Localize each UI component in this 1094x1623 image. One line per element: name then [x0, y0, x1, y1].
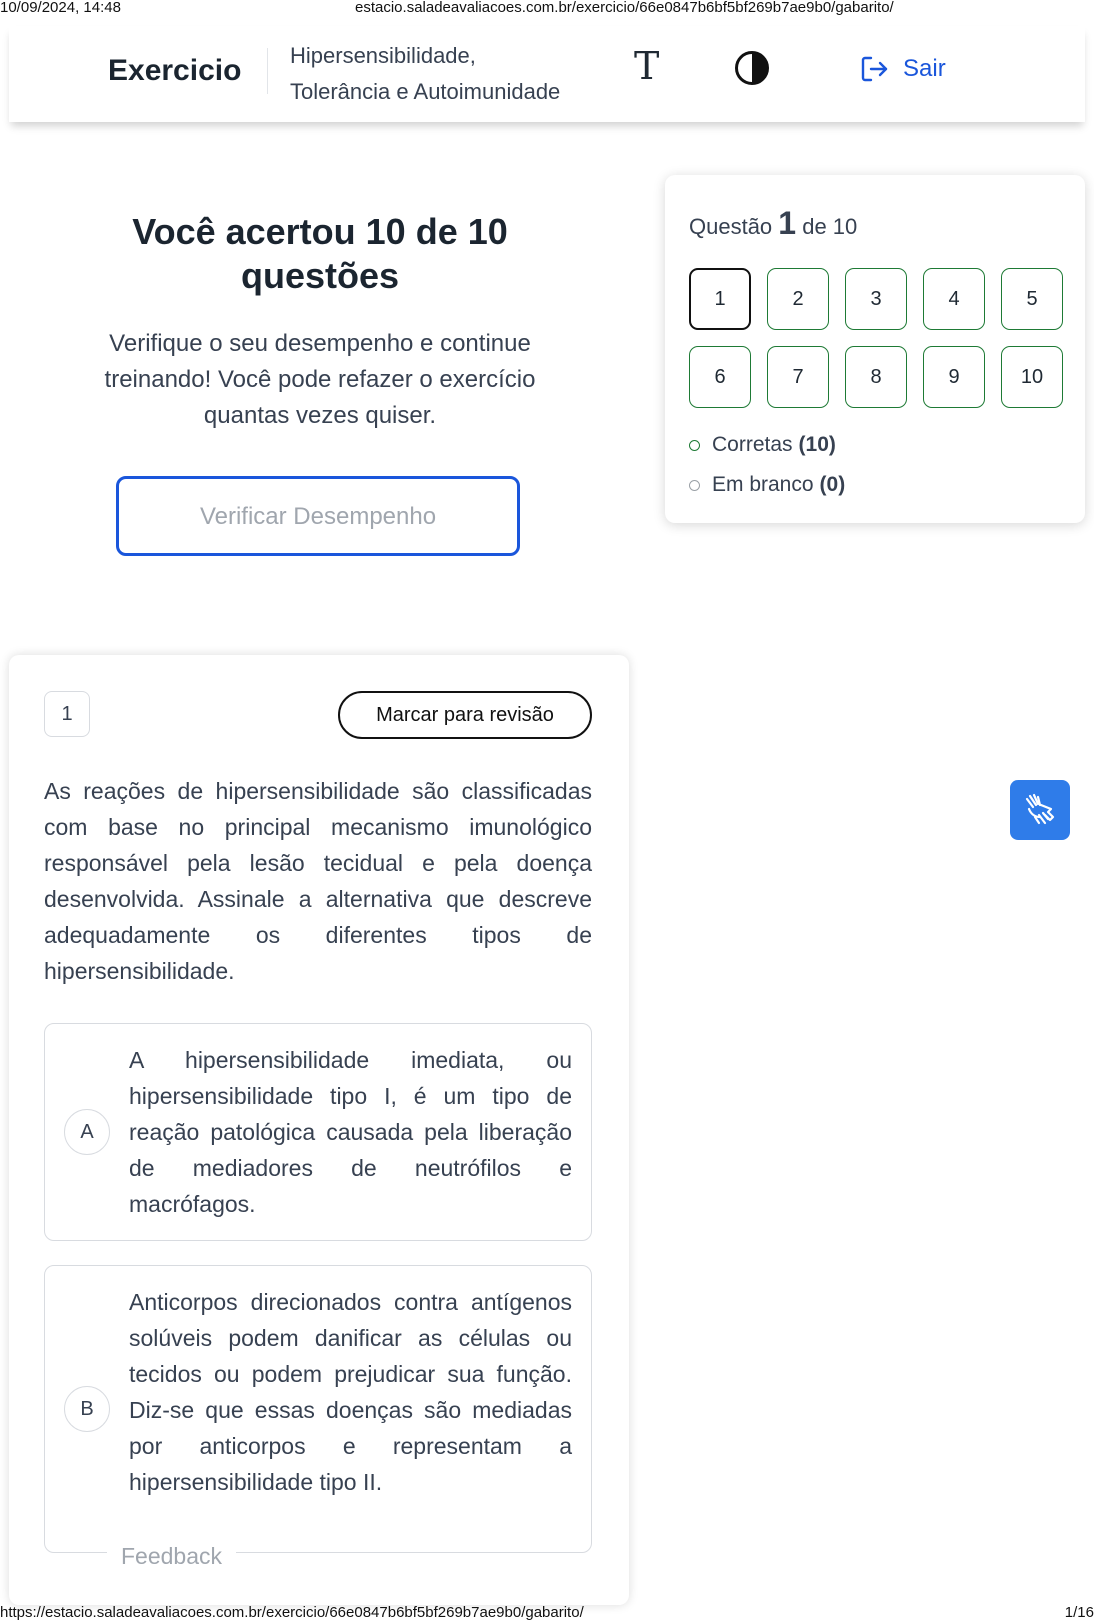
print-header	[0, 0, 1094, 16]
question-button-8[interactable]: 8	[845, 346, 907, 408]
question-grid	[689, 268, 1063, 408]
feedback-label: Feedback	[107, 1543, 236, 1570]
question-text: As reações de hipersensibilidade são classificadas com base no principal mecanismo imunológico responsável pela lesão tecidual e pela doença desenvolvida. Assinale a alternativa que descreve adequadamente os diferentes tipos de hipersensibilidade.	[44, 778, 592, 984]
legend-blank	[689, 473, 845, 497]
legend-correct	[689, 433, 836, 457]
blank-dot-icon	[689, 480, 700, 491]
contrast-icon[interactable]	[734, 50, 770, 86]
option-letter: A	[64, 1109, 110, 1155]
option-text: A hipersensibilidade imediata, ou hipersensibilidade tipo I, é um tipo de reação patológica causada pela liberação de mediadores de neutrófilos e macrófagos.	[129, 1047, 572, 1217]
blank-label: Em branco	[712, 473, 814, 496]
question-button-1[interactable]: 1	[689, 268, 751, 330]
question-button-10[interactable]: 10	[1001, 346, 1063, 408]
question-button-7[interactable]: 7	[767, 346, 829, 408]
option-b[interactable]	[44, 1265, 592, 1553]
question-counter	[689, 205, 857, 242]
top-bar	[9, 26, 1085, 122]
question-card	[9, 655, 629, 1605]
question-button-4[interactable]: 4	[923, 268, 985, 330]
score-desc-line-2: treinando! Você pode refazer o exercício	[104, 366, 536, 393]
question-number: 1	[44, 691, 90, 737]
score-title-line-1: Você acertou 10 de 10	[132, 211, 508, 252]
print-footer	[0, 1603, 1094, 1623]
option-letter: B	[64, 1386, 110, 1432]
header-divider	[267, 48, 268, 94]
subject-title	[290, 38, 560, 110]
score-section	[60, 210, 580, 434]
sign-language-icon[interactable]	[1010, 780, 1070, 840]
option-a[interactable]	[44, 1023, 592, 1241]
correct-label: Corretas	[712, 433, 793, 456]
logout-label: Sair	[903, 55, 946, 82]
score-desc-line-3: quantas vezes quiser.	[203, 402, 437, 429]
score-title	[60, 210, 580, 298]
logout-icon	[859, 54, 889, 84]
correct-count: (10)	[798, 433, 836, 456]
print-page-number: 1/16	[1064, 1604, 1094, 1621]
counter-current: 1	[778, 205, 797, 241]
logout-button[interactable]	[859, 54, 946, 84]
question-button-9[interactable]: 9	[923, 346, 985, 408]
question-navigator	[665, 175, 1085, 523]
question-button-2[interactable]: 2	[767, 268, 829, 330]
brand-title: Exercicio	[108, 54, 242, 87]
print-url: estacio.saladeavaliacoes.com.br/exercicio/66e0847b6bf5bf269b7ae9b0/gabarito/	[355, 0, 894, 16]
subject-line-2: Tolerância e Autoimunidade	[290, 79, 561, 104]
option-text: Anticorpos direcionados contra antígenos solúveis podem danificar as células ou tecidos ou podem prejudicar sua função. Diz-se que essas doenças são mediadas por anticorpos e representam a hipersensibilidade tipo II.	[129, 1289, 572, 1495]
print-footer-url: https://estacio.saladeavaliacoes.com.br/exercicio/66e0847b6bf5bf269b7ae9b0/gabarito/	[0, 1604, 584, 1621]
correct-dot-icon	[689, 440, 700, 451]
subject-line-1: Hipersensibilidade,	[290, 43, 476, 68]
question-button-6[interactable]: 6	[689, 346, 751, 408]
score-description	[60, 326, 580, 434]
blank-count: (0)	[819, 473, 846, 496]
mark-for-review-button[interactable]: Marcar para revisão	[338, 691, 592, 739]
font-size-icon[interactable]: T	[634, 44, 660, 88]
counter-prefix: Questão	[689, 214, 773, 239]
score-desc-line-1: Verifique o seu desempenho e continue	[109, 330, 531, 357]
print-timestamp: 10/09/2024, 14:48	[0, 0, 121, 16]
question-button-5[interactable]: 5	[1001, 268, 1063, 330]
score-title-line-2: questões	[240, 255, 400, 296]
question-button-3[interactable]: 3	[845, 268, 907, 330]
verify-performance-button[interactable]: Verificar Desempenho	[116, 476, 520, 556]
counter-suffix: de 10	[802, 214, 858, 239]
